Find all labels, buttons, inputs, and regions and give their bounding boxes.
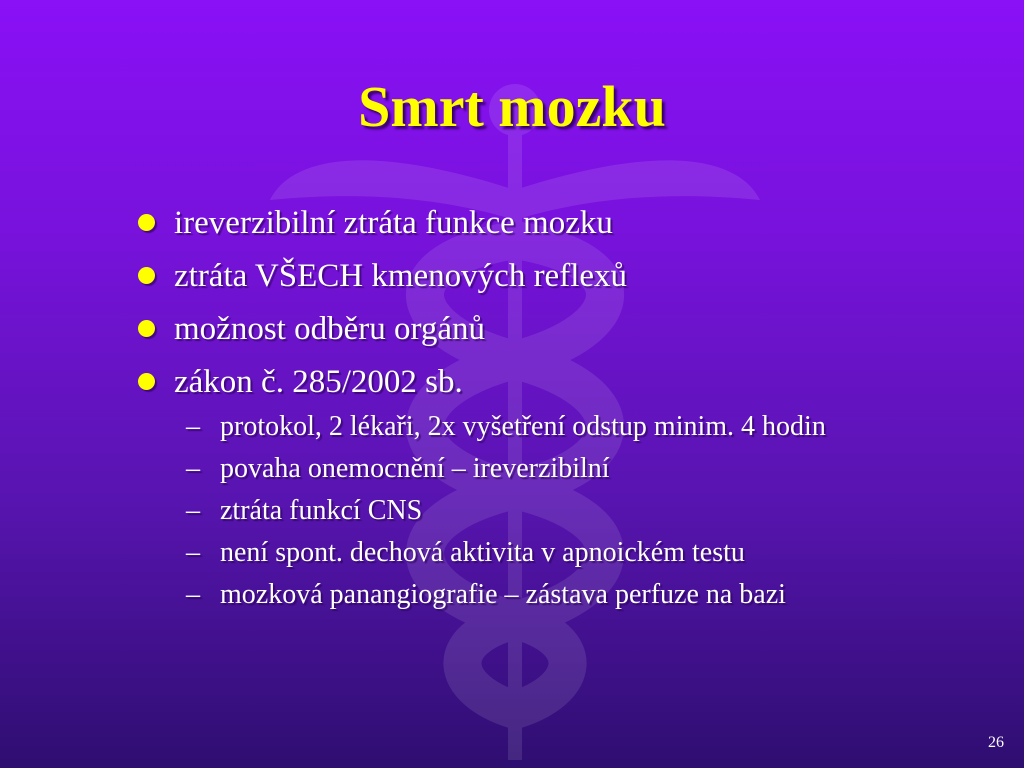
dash-marker: – — [186, 537, 200, 568]
bullet-text: zákon č. 285/2002 sb. — [174, 364, 463, 400]
sub-bullet-item — [186, 411, 926, 443]
sub-bullet-item — [186, 453, 926, 485]
bullet-text: možnost odběru orgánů — [174, 311, 486, 347]
bullet-item — [136, 364, 956, 400]
sub-bullet-list — [186, 411, 926, 611]
dash-marker: – — [186, 495, 200, 526]
sub-bullet-text: ztráta funkcí CNS — [220, 495, 423, 526]
slide-title: Smrt mozku — [358, 74, 666, 139]
sub-bullet-text: povaha onemocnění – ireverzibilní — [220, 453, 610, 484]
bullet-list — [136, 205, 956, 400]
sub-bullet-item — [186, 495, 926, 527]
bullet-text: ztráta VŠECH kmenových reflexů — [174, 258, 628, 294]
sub-bullet-text: není spont. dechová aktivita v apnoickém testu — [220, 537, 745, 568]
dash-marker: – — [186, 579, 200, 610]
dash-marker: – — [186, 453, 200, 484]
bullet-dot-icon — [138, 373, 155, 390]
bullet-item — [136, 205, 956, 241]
bullet-dot-icon — [138, 320, 155, 337]
bullet-dot-icon — [138, 267, 155, 284]
bullet-dot-icon — [138, 214, 155, 231]
bullet-item — [136, 311, 956, 347]
sub-bullet-text: protokol, 2 lékaři, 2x vyšetření odstup minim. 4 hodin — [220, 411, 826, 442]
sub-bullet-text: mozková panangiografie – zástava perfuze na bazi — [220, 579, 786, 610]
sub-bullet-item — [186, 537, 926, 569]
dash-marker: – — [186, 411, 200, 442]
bullet-text: ireverzibilní ztráta funkce mozku — [174, 205, 613, 241]
slide-content — [136, 205, 956, 621]
bullet-item — [136, 258, 956, 294]
page-number: 26 — [988, 734, 1004, 751]
sub-bullet-item — [186, 579, 926, 611]
